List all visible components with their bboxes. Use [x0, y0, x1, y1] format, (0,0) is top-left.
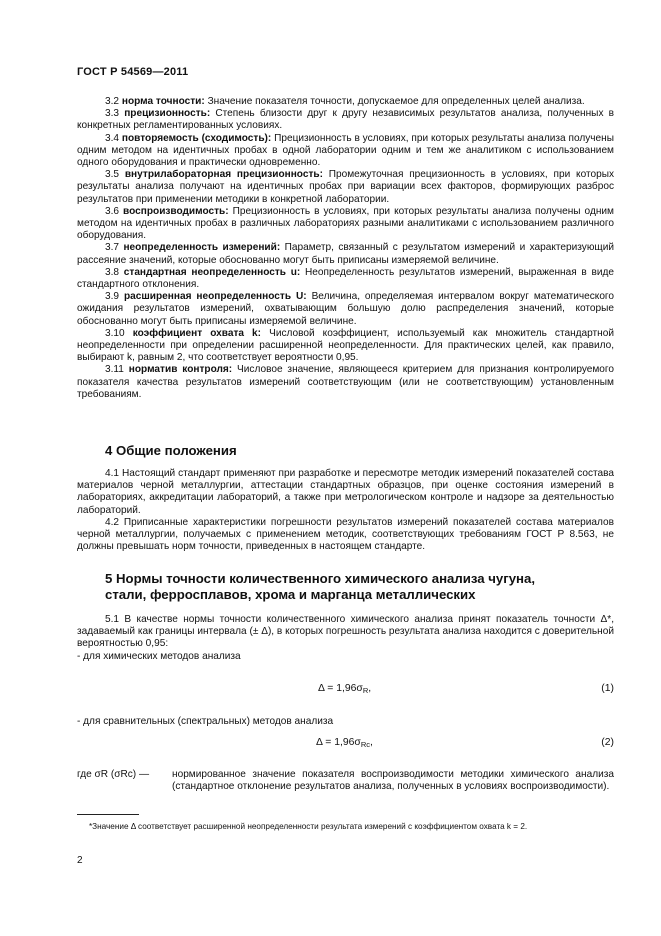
section-4-body	[77, 468, 614, 553]
where-definition: нормированное значение показателя воспроизводимости методики химического анализа (стандартное отклонение результатов анализа, полученных в условиях воспроизводимости).	[172, 769, 614, 793]
equation-number-2: (2)	[601, 737, 614, 748]
paragraph-4-1: 4.1 Настоящий стандарт применяют при разработке и пересмотре методик измерений показателей состава материалов черной металлургии, аттестации стандартных образцов, при оценке состояния измерений в лабораториях, аккредитации лабораторий, а также при метрологическом контроле и надзоре за деятельностью лабораторий.	[77, 468, 614, 516]
page-number: 2	[77, 855, 83, 866]
definition-3-6: 3.6 воспроизводимость: Прецизионность в условиях, при которых результаты анализа получены одним методом на идентичных пробах в различных лабораториях разными аналитиками с использованием различного оборудования.	[77, 205, 614, 242]
footnote-divider	[77, 814, 139, 815]
definition-3-2: 3.2 норма точности: Значение показателя точности, допускаемое для определенных целей анализа.	[105, 96, 585, 107]
definition-3-5: 3.5 внутрилабораторная прецизионность: Промежуточная прецизионность в условиях, при которых результаты анализа получают на идентичных пробах при вариации всех факторов, формирующих разброс результатов при применении методики в конкретной лаборатории.	[77, 169, 614, 205]
footnote: *Значение Δ соответствует расширенной неопределенности результата измерений с коэффициентом охвата k = 2.	[89, 822, 528, 831]
section-5-heading: 5 Нормы точности количественного химического анализа чугуна, стали, ферросплавов, хрома и марганца металлических	[105, 571, 536, 602]
section-5-body	[77, 614, 614, 663]
formula-2: $\Delta = 1,96\sigma_{Rc}$,	[316, 737, 373, 749]
definition-3-3: 3.3 прецизионность: Степень близости друг к другу независимых результатов анализа, полученных в конкретных регламентированных условиях.	[77, 108, 614, 132]
standard-header: ГОСТ Р 54569—2011	[77, 66, 189, 78]
definition-3-9: 3.9 расширенная неопределенность U: Величина, определяемая интервалом вокруг математического ожидания результатов измерений, охватывающим большую долю распределения значений, которые обоснованно могут быть приписаны измеряемой величине.	[77, 291, 615, 327]
definition-3-4: 3.4 повторяемость (сходимость): Прецизионность в условиях, при которых результаты анализа получены одним методом на идентичных пробах в одной лаборатории одним и тем же аналитиком с использованием одного оборудования и практически одновременно.	[77, 132, 614, 169]
formula-1: $\Delta = 1,96\sigma_R$,	[318, 683, 372, 695]
equation-number-1: (1)	[601, 683, 614, 694]
chemical-methods-label: - для химических методов анализа	[77, 650, 241, 662]
paragraph-4-2: 4.2 Приписанные характеристики погрешности результатов измерений показателей состава материалов черной металлургии, получаемых с применением методик, соответствующих требованиям ГОСТ Р 8.563, не должны превышать норм точности, приведенных в настоящем стандарте.	[77, 516, 614, 553]
spectral-methods-label: - для сравнительных (спектральных) методов анализа	[77, 716, 334, 727]
paragraph-5-1: 5.1 В качестве нормы точности количественного химического анализа принят показатель точности Δ*, задаваемый как границы интервала (± Δ), в которых погрешность результата анализа находится с доверительной вероятностью 0,95:	[77, 614, 614, 650]
definition-3-10: 3.10 коэффициент охвата k: Числовой коэффициент, используемый как множитель стандартной неопределенности при определении расширенной неопределенности. Для практических целей, как правило, выбирают k, равным 2, что соответствует вероятности 0,95.	[77, 327, 615, 364]
where-symbol: где σR (σRc) —	[77, 769, 150, 780]
definition-3-11: 3.11 норматив контроля: Числовое значение, являющееся критерием для признания контролируемого показателя качества результатов измерений соответствующим (или не соответствующим) установленным требованиям.	[77, 364, 614, 400]
definition-3-7: 3.7 неопределенность измерений: Параметр, связанный с результатом измерений и характеризующий рассеяние значений, которые обоснованно могут быть приписаны измеряемой величине.	[77, 242, 614, 266]
definitions-block	[77, 96, 614, 401]
section-4-heading: 4 Общие положения	[105, 443, 237, 458]
definition-3-8: 3.8 стандартная неопределенность u: Неопределенность результатов измерений, выраженная в виде стандартного отклонения.	[77, 266, 614, 291]
